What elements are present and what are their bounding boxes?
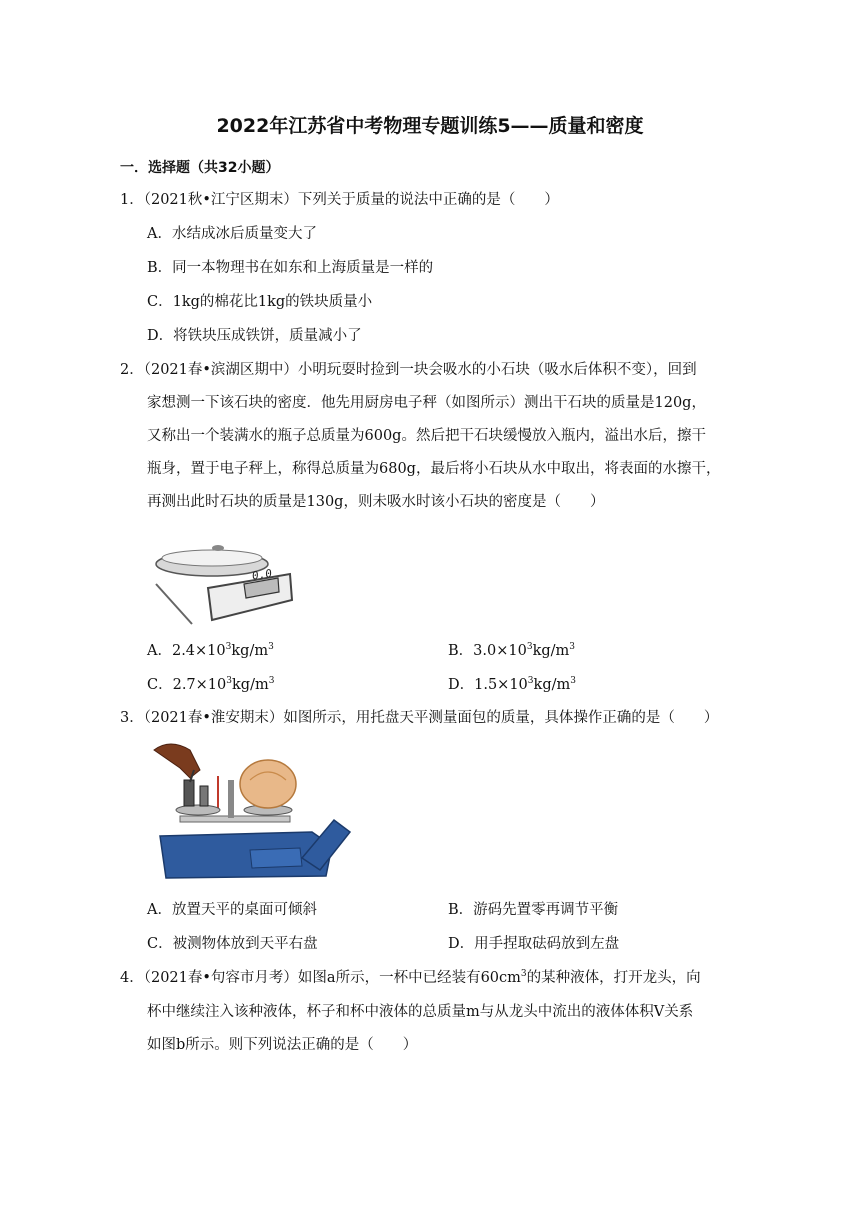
scale-pan-knob (212, 545, 224, 551)
weight-box (250, 848, 302, 868)
page-title: 2022年江苏省中考物理专题训练5——质量和密度 (216, 115, 644, 137)
kitchen-scale-figure (150, 536, 295, 626)
scale-edge-line (156, 584, 192, 624)
q2-option-d: D．$1.5\times 10^3kg/m^3$ (448, 676, 576, 693)
q4-stem-line-3: 如图b所示。则下列说法正确的是（ ） (147, 1037, 418, 1053)
q3-option-b: B．游码先置零再调节平衡 (448, 902, 619, 918)
q3-option-a: A．放置天平的桌面可倾斜 (147, 902, 317, 918)
q4-stem-line-1: 4．（2021春•句容市月考）如图a所示，一杯中已经装有$60cm^3$的某种液体，打开龙头，向 (120, 969, 701, 986)
q2-stem-line-1: 2．（2021春•滨湖区期中）小明玩耍时捡到一块会吸水的小石块（吸水后体积不变），回到 (120, 362, 697, 378)
weight-block (184, 780, 194, 806)
q3-option-c: C．被测物体放到天平右盘 (147, 936, 318, 952)
balance-figure (150, 740, 355, 882)
weight-small (200, 786, 208, 806)
scale-pan-rim (162, 550, 262, 566)
q4-stem-line-2: 杯中继续注入该种液体，杯子和杯中液体的总质量m与从龙头中流出的液体体积V关系 (147, 1004, 694, 1020)
q1-option-d: D．将铁块压成铁饼，质量减小了 (147, 328, 362, 344)
q2-stem-line-4: 瓶身，置于电子秤上，称得总质量为680g，最后将小石块从水中取出，将表面的水擦干， (147, 461, 721, 477)
balance-beam (180, 816, 290, 822)
q3-stem: 3．（2021春•淮安期末）如图所示，用托盘天平测量面包的质量，具体操作正确的是（ ） (120, 710, 719, 726)
bread-loaf (240, 760, 296, 808)
q1-stem: 1．（2021秋•江宁区期末）下列关于质量的说法中正确的是（ ） (120, 192, 559, 208)
q2-stem-line-3: 又称出一个装满水的瓶子总质量为600g。然后把干石块缓慢放入瓶内，溢出水后，擦干 (147, 428, 706, 444)
scale-display-reading: 0.0 (252, 566, 272, 583)
q2-stem-line-2: 家想测一下该石块的密度．他先用厨房电子秤（如图所示）测出干石块的质量是120g， (147, 395, 706, 411)
q1-option-b: B．同一本物理书在如东和上海质量是一样的 (147, 260, 434, 276)
q2-option-b: B．$3.0\times 10^3kg/m^3$ (448, 642, 575, 659)
q3-option-d: D．用手捏取砝码放到左盘 (448, 936, 620, 952)
balance-pillar (228, 780, 234, 818)
q2-stem-line-5: 再测出此时石块的质量是130g，则未吸水时该小石块的密度是（ ） (147, 494, 605, 510)
q1-option-c: C．1kg的棉花比1kg的铁块质量小 (147, 294, 373, 310)
left-pan (176, 805, 220, 815)
q2-option-c: C．$2.7\times 10^3kg/m^3$ (147, 676, 275, 693)
section-heading: 一．选择题（共32小题） (120, 160, 280, 176)
q2-option-a: A．$2.4\times 10^3kg/m^3$ (147, 642, 274, 659)
q1-option-a: A．水结成冰后质量变大了 (147, 226, 317, 242)
